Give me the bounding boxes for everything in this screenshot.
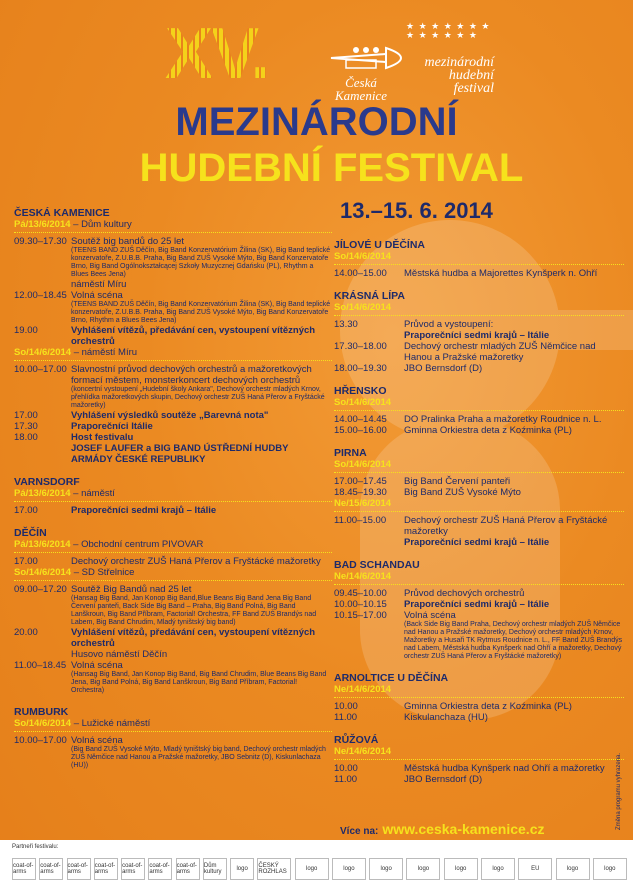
program-title: Městská hudba a Majorettes Kynšperk n. Ohří <box>404 268 598 279</box>
program-row <box>14 735 332 770</box>
program-row <box>14 443 332 465</box>
program-desc <box>71 325 332 347</box>
program-row <box>14 290 332 325</box>
day-heading <box>334 397 624 408</box>
program-note: (TEENS BAND ZUŠ Děčín, Big Band Konzervatórium Žilina (SK), Big Band teplické konzervatoře, Z.U.B.B. Praha, Big Band ZUŠ Vysoké Mýto, Big Band Konzervatoře Brno, Big Band Ogólnokształcącej Szkoły Muzycznej Gdańsku (PL), Rhythm a Blues Bees Jena) <box>71 247 331 278</box>
program-desc <box>404 268 624 279</box>
program-desc <box>404 330 624 341</box>
program-desc <box>404 763 624 774</box>
logo-text-festival: mezinárodní hudební festival <box>424 55 494 96</box>
venue-title: ARNOLTICE U DĚČÍNA <box>334 672 449 684</box>
day-heading <box>14 488 332 499</box>
day-date: So/14/6/2014 <box>14 347 72 358</box>
program-time: 10.00–17.00 <box>14 364 67 375</box>
program-time: 10.00 <box>334 701 358 712</box>
program-title: Soutěž big bandů do 25 let <box>71 236 185 247</box>
program-row <box>334 588 624 599</box>
program-title: DO Pralinka Praha a mažoretky Roudnice n. L. <box>404 414 602 425</box>
program-title: Praporečníci sedmi krajů – Itálie <box>404 330 550 341</box>
partner-logo: coat-of-arms <box>12 858 36 880</box>
partner-logo: EU <box>518 858 552 880</box>
program-desc <box>404 712 624 723</box>
program-desc <box>404 363 624 374</box>
divider-line <box>334 472 624 473</box>
day-heading <box>14 219 332 230</box>
program-title: Praporečníci Itálie <box>71 421 153 432</box>
program-title: Big Band Červení panteři <box>404 476 511 487</box>
program-title: Vyhlášení vítězů, předávání cen, vystoupení vítězných orchestrů <box>71 627 316 649</box>
divider-line <box>334 511 624 512</box>
program-desc <box>404 599 624 610</box>
program-desc <box>71 627 332 649</box>
day-place: – náměstí Míru <box>73 347 138 358</box>
day-heading <box>334 684 624 695</box>
section-gap <box>334 279 624 285</box>
program-row <box>14 660 332 695</box>
program-desc <box>404 414 624 425</box>
program-right-column <box>334 234 624 791</box>
divider-line <box>14 731 332 732</box>
program-time: 17.00 <box>14 505 38 516</box>
program-title: Big Band ZUŠ Vysoké Mýto <box>404 487 521 498</box>
program-desc <box>404 774 624 785</box>
day-date: So/14/6/2014 <box>334 251 392 262</box>
website-line <box>340 821 545 837</box>
program-time: 11.00–15.00 <box>334 515 387 526</box>
divider-line <box>334 264 624 265</box>
program-title: Vyhlášení vítězů, předávání cen, vystoupení vítězných orchestrů <box>71 325 316 347</box>
section-gap <box>334 374 624 380</box>
program-note: (Back Side Big Band Praha, Dechový orchestr mladých ZUŠ Němčice nad Hanou a Pražské mažoretky, Dechový orchestr mladých Krnov, Mažoretky a Husaři TK Rytmus Roudnice n. L., FF Band ZUŠ Brandýs nad Labem, Městská hudba Kynšperk nad Ohří a mažoretky, Dechový orchestr ZUŠ Haná Přerov a Fryštácké mažoretky) <box>404 621 623 660</box>
program-time <box>14 443 71 465</box>
program-row <box>334 610 624 661</box>
program-desc <box>404 425 624 436</box>
program-time: 13.30 <box>334 319 358 330</box>
program-desc <box>404 701 624 712</box>
program-time: 17.30 <box>14 421 38 432</box>
program-title: Kiskulanchaza (HU) <box>404 712 488 723</box>
program-title: JBO Bernsdorf (D) <box>404 774 483 785</box>
festival-dates: 13.–15. 6. 2014 <box>340 198 493 223</box>
program-note: (Big Band ZUŠ Vysoké Mýto, Mladý tyništský big band, Dechový orchestr mladých ZUŠ Němčice nad Hanou a Pražské mažoretky, JBO Sebnitz (D), Kiskunlachaza (HU)) <box>71 746 326 769</box>
program-row <box>14 279 332 290</box>
program-row <box>334 774 624 785</box>
venue-title: VARNSDORF <box>14 476 80 488</box>
program-title: Gminna Orkiestra deta z Koźminka (PL) <box>404 425 572 436</box>
program-desc <box>404 515 624 537</box>
program-title: JOSEF LAUFER a BIG BAND ÚSTŘEDNÍ HUDBY ARMÁDY ČESKÉ REPUBLIKY <box>71 443 289 465</box>
program-change-note: Změna programu vyhrazena. <box>616 752 622 830</box>
program-title: Soutěž Big Bandů nad 25 let <box>71 584 192 595</box>
website-link[interactable]: www.ceska-kamenice.cz <box>382 821 545 837</box>
program-row <box>14 432 332 443</box>
program-title: Dechový orchestr mladých ZUŠ Němčice nad Hanou a Pražské mažoretky <box>404 341 596 363</box>
program-time: 11.00 <box>334 774 358 785</box>
program-row <box>334 425 624 436</box>
divider-line <box>334 410 624 411</box>
program-time: 18.45–19.30 <box>334 487 387 498</box>
program-desc <box>71 443 332 465</box>
program-row <box>14 649 332 660</box>
program-title: Průvod a vystoupení: <box>404 319 494 330</box>
program-time: 11.00–18.45 <box>14 660 67 671</box>
logo-text-town: Česká Kamenice <box>335 75 387 103</box>
venue-title: PIRNA <box>334 447 367 459</box>
program-note: (Hansag Big Band, Jan Konop Big Band,Blue Beans Big Band Jena Big Band Červení panteři, Back Side Big Band – Praha, Big Band Polná, Big Band Lanškroun, Big Band Příbram, Factorial! Orchestra, FF Band ZUŠ Brandýs nad Labem, Big Band Chrudim, Mladý tyništský big band) <box>71 595 317 626</box>
venue-title: DĚČÍN <box>14 527 47 539</box>
partner-logo: coat-of-arms <box>94 858 118 880</box>
divider-line <box>334 697 624 698</box>
program-time: 10.00 <box>334 763 358 774</box>
program-time: 09.00–17.20 <box>14 584 67 595</box>
day-heading <box>14 347 332 358</box>
partner-logo: logo <box>481 858 515 880</box>
section-gap <box>14 465 332 471</box>
venue-title: BAD SCHANDAU <box>334 559 420 571</box>
partner-logos <box>12 854 627 884</box>
program-time: 14.00–14.45 <box>334 414 387 425</box>
partner-logo: logo <box>332 858 366 880</box>
program-row <box>334 487 624 498</box>
program-title: Vyhlášení výsledků soutěže „Barevná nota" <box>71 410 269 421</box>
program-row <box>334 341 624 363</box>
program-desc <box>71 236 332 279</box>
partner-logo: logo <box>295 858 329 880</box>
program-time: 17.30–18.00 <box>334 341 387 352</box>
program-row <box>334 319 624 330</box>
website-label: Více na: <box>340 826 379 837</box>
day-date: Pá/13/6/2014 <box>14 488 71 499</box>
program-row <box>334 330 624 341</box>
program-title: Praporečníci sedmi krajů – Itálie <box>404 537 550 548</box>
section-gap <box>14 770 332 776</box>
program-row <box>334 712 624 723</box>
program-time: 10.00–10.15 <box>334 599 387 610</box>
day-date: Ne/14/6/2014 <box>334 746 392 757</box>
section-gap <box>14 695 332 701</box>
program-time: 17.00 <box>14 410 38 421</box>
divider-line <box>334 315 624 316</box>
program-desc <box>71 660 332 695</box>
program-title: Praporečníci sedmi krajů – Itálie <box>71 505 217 516</box>
program-time <box>334 330 404 341</box>
program-desc <box>71 556 332 567</box>
venue-title: RŮŽOVÁ <box>334 734 379 746</box>
program-note: (koncertní vystoupení „Hudební školy Ankara", Dechový orchestr mladých Krnov, přehlídka mažoretkových skupin, Dechový orchestr ZUŠ Haná Přerov a Fryštácké mažoretky) <box>71 386 325 409</box>
venue-title: RUMBURK <box>14 706 69 718</box>
program-desc <box>404 319 624 330</box>
partner-logo: coat-of-arms <box>67 858 91 880</box>
title-line-2: HUDEBNÍ FESTIVAL <box>139 146 524 190</box>
partner-logo: logo <box>230 858 254 880</box>
partner-logo: logo <box>369 858 403 880</box>
partner-logo: coat-of-arms <box>121 858 145 880</box>
program-row <box>334 537 624 548</box>
program-desc <box>404 487 624 498</box>
day-date: Pá/13/6/2014 <box>14 219 71 230</box>
program-left-column <box>14 202 332 776</box>
program-time: 17.00 <box>14 556 38 567</box>
section-gap <box>334 785 624 791</box>
partner-logo: coat-of-arms <box>39 858 63 880</box>
program-row <box>14 421 332 432</box>
program-desc <box>404 537 624 548</box>
divider-line <box>14 360 332 361</box>
day-heading <box>334 571 624 582</box>
program-row <box>334 701 624 712</box>
program-desc <box>71 735 332 770</box>
program-row <box>334 599 624 610</box>
day-heading <box>14 567 332 578</box>
day-heading <box>334 251 624 262</box>
program-row <box>334 414 624 425</box>
program-row <box>334 763 624 774</box>
program-desc <box>71 364 332 410</box>
section-gap <box>334 723 624 729</box>
day-date: So/14/6/2014 <box>14 567 72 578</box>
section-gap <box>334 661 624 667</box>
program-title: Městská hudba Kynšperk nad Ohří a mažoretky <box>404 763 605 774</box>
program-desc <box>71 584 332 627</box>
program-title: Host festivalu <box>71 432 134 443</box>
divider-line <box>14 552 332 553</box>
program-note: (Hansag Big Band, Jan Konop Big Band, Big Band Chrudim, Blue Beans Big Band Jena, Big Band Polná, Big Band Lanškroun, Big Band Příbram, Factorial! Orchestra) <box>71 671 327 694</box>
venue-title: KRÁSNÁ LÍPA <box>334 290 405 302</box>
program-time: 14.00–15.00 <box>334 268 387 279</box>
section-gap <box>334 548 624 554</box>
partners-label: Partneři festivalu: <box>12 844 59 850</box>
section-gap <box>14 516 332 522</box>
day-date: So/14/6/2014 <box>14 718 72 729</box>
program-title: Průvod dechových orchestrů <box>404 588 525 599</box>
partner-logo: Dům kultury <box>203 858 227 880</box>
day-date: So/14/6/2014 <box>334 302 392 313</box>
program-title: Volná scéna <box>71 290 123 301</box>
day-date: Ne/14/6/2014 <box>334 684 392 695</box>
venue-title: HŘENSKO <box>334 385 387 397</box>
partner-logo: ČESKÝ ROZHLAS <box>257 858 291 880</box>
program-desc <box>71 410 332 421</box>
day-heading <box>334 302 624 313</box>
program-title: Volná scéna <box>404 610 456 621</box>
divider-line <box>14 232 332 233</box>
title-line-1: MEZINÁRODNÍ <box>175 100 458 144</box>
divider-line <box>14 501 332 502</box>
program-row <box>14 584 332 627</box>
program-row <box>14 364 332 410</box>
program-time: 17.00–17.45 <box>334 476 387 487</box>
program-desc <box>404 610 624 661</box>
day-date: So/14/6/2014 <box>334 459 392 470</box>
program-time: 10.00–17.00 <box>14 735 67 746</box>
program-time <box>14 649 71 660</box>
program-title: JBO Bernsdorf (D) <box>404 363 483 374</box>
program-desc <box>404 341 624 363</box>
program-time <box>334 537 404 548</box>
program-title: Volná scéna <box>71 735 123 746</box>
day-heading <box>334 459 624 470</box>
program-title: Husovo náměstí Děčín <box>71 649 168 660</box>
program-row <box>14 627 332 649</box>
venue-title: JÍLOVÉ U DĚČÍNA <box>334 239 426 251</box>
section-gap <box>334 436 624 442</box>
day-heading <box>334 746 624 757</box>
day-place: – SD Střelnice <box>73 567 135 578</box>
program-row <box>334 268 624 279</box>
day-heading <box>14 539 332 550</box>
program-row <box>14 410 332 421</box>
program-desc <box>71 505 332 516</box>
program-time: 18.00 <box>14 432 38 443</box>
partners-footer <box>0 840 633 889</box>
program-title: Dechový orchestr ZUŠ Haná Přerov a Fryštácké mažoretky <box>404 515 608 537</box>
program-row <box>14 236 332 279</box>
program-desc <box>71 432 332 443</box>
partner-logo: logo <box>444 858 478 880</box>
program-desc <box>404 476 624 487</box>
partner-logo: logo <box>556 858 590 880</box>
day-heading <box>334 498 624 509</box>
program-desc <box>71 279 332 290</box>
program-note: (TEENS BAND ZUŠ Děčín, Big Band Konzervatórium Žilina (SK), Big Band teplické konzervatoře, Z.U.B.B. Praha, Big Band ZUŠ Vysoké Mýto, Big Band Konzervatoře Brno, Rhythm a Blues Bees Jena) <box>71 301 331 324</box>
partner-logo: logo <box>406 858 440 880</box>
program-time <box>14 279 71 290</box>
day-date: Ne/15/6/2014 <box>334 498 392 509</box>
day-place: – Dům kultury <box>73 219 132 230</box>
partner-logo: coat-of-arms <box>176 858 200 880</box>
day-date: Ne/14/6/2014 <box>334 571 392 582</box>
day-date: Pá/13/6/2014 <box>14 539 71 550</box>
program-time: 09.30–17.30 <box>14 236 67 247</box>
program-row <box>14 325 332 347</box>
partner-logo: coat-of-arms <box>148 858 172 880</box>
program-title: Praporečníci sedmi krajů – Itálie <box>404 599 550 610</box>
divider-line <box>334 759 624 760</box>
program-title: Slavnostní průvod dechových orchestrů a mažoretkových formací městem, monsterkoncert dechových orchestrů <box>71 364 312 386</box>
program-title: Volná scéna <box>71 660 123 671</box>
day-date: So/14/6/2014 <box>334 397 392 408</box>
program-title: náměstí Míru <box>71 279 127 290</box>
program-desc <box>71 421 332 432</box>
program-desc <box>71 649 332 660</box>
program-row <box>334 476 624 487</box>
program-title: Dechový orchestr ZUŠ Haná Přerov a Fryštácké mažoretky <box>71 556 321 567</box>
partner-logo: logo <box>593 858 627 880</box>
day-heading <box>14 718 332 729</box>
day-place: – Lužické náměstí <box>73 718 151 729</box>
program-time: 20.00 <box>14 627 38 638</box>
program-row <box>334 363 624 374</box>
program-time: 11.00 <box>334 712 358 723</box>
venue-title: ČESKÁ KAMENICE <box>14 207 110 219</box>
program-row <box>334 515 624 537</box>
divider-line <box>14 580 332 581</box>
program-time: 09.45–10.00 <box>334 588 387 599</box>
program-row <box>14 505 332 516</box>
festival-logo <box>326 18 496 108</box>
festival-edition-numeral: XV. <box>165 14 269 94</box>
program-time: 10.15–17.00 <box>334 610 387 621</box>
program-desc <box>404 588 624 599</box>
day-place: – náměstí <box>73 488 115 499</box>
star-row-icon: ★ ★ ★ ★ ★ ★ ★ ★ ★ ★ ★ ★ ★ <box>406 21 491 40</box>
day-place: – Obchodní centrum PIVOVAR <box>73 539 204 550</box>
program-time: 18.00–19.30 <box>334 363 387 374</box>
program-row <box>14 556 332 567</box>
program-time: 15.00–16.00 <box>334 425 387 436</box>
program-title: Gminna Orkiestra deta z Koźminka (PL) <box>404 701 572 712</box>
divider-line <box>334 584 624 585</box>
program-time: 19.00 <box>14 325 38 336</box>
program-time: 12.00–18.45 <box>14 290 67 301</box>
program-desc <box>71 290 332 325</box>
